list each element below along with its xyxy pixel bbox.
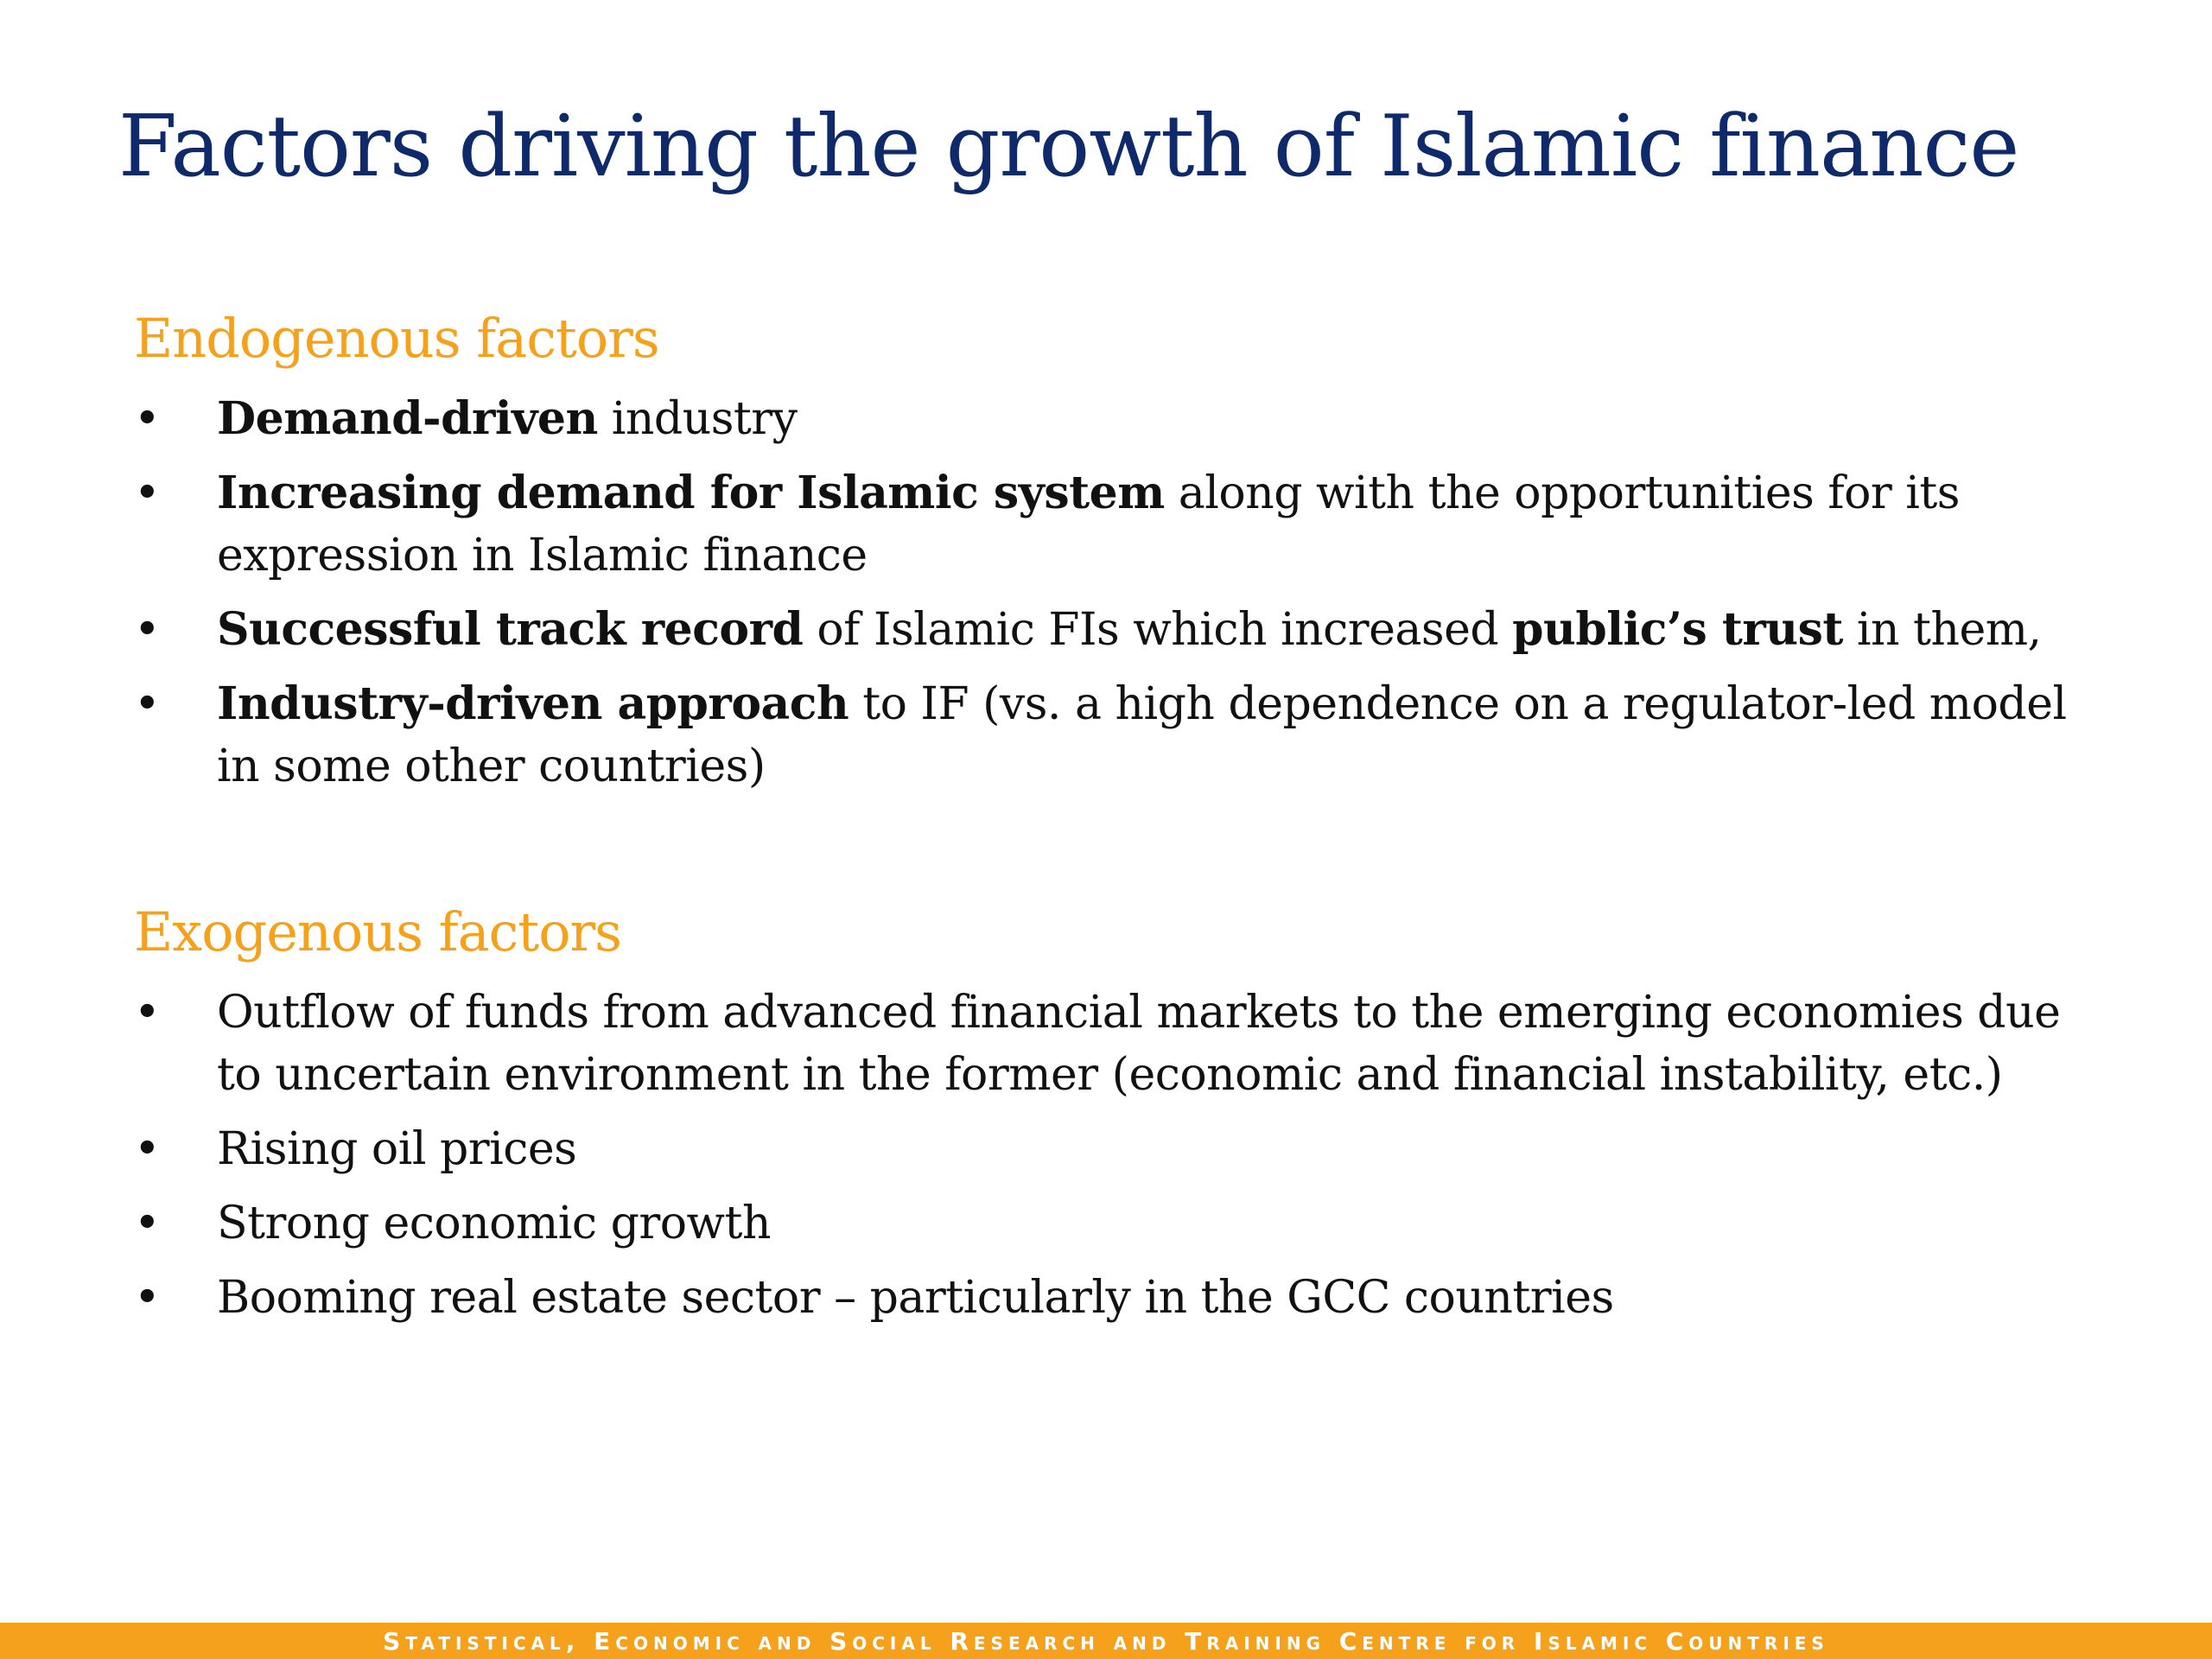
item-text: along with the opportunities for its expression in Islamic finance (217, 467, 1960, 582)
bullet-icon: • (134, 987, 161, 1039)
exogenous-heading: Exogenous factors (134, 900, 621, 963)
bullet-icon: • (134, 1272, 161, 1325)
list-item (134, 599, 2087, 661)
list-item (134, 673, 2087, 798)
bullet-icon: • (134, 678, 161, 731)
item-text: to IF (vs. a high dependence on a regulator-led model in some other countries) (217, 678, 2067, 793)
list-item (134, 388, 2087, 450)
item-text: Outflow of funds from advanced financial markets to the emerging economies due to uncertain environment in the former (economic and financial instability, etc.) (217, 987, 2061, 1102)
list-item (134, 462, 2087, 587)
item-text: Rising oil prices (217, 1123, 577, 1176)
bold-text: Industry-driven approach (217, 677, 849, 731)
list-item (134, 1118, 2087, 1180)
list-item (134, 1192, 2087, 1255)
item-text: industry (597, 393, 798, 446)
bullet-icon: • (134, 1198, 161, 1250)
bullet-icon: • (134, 1123, 161, 1176)
bullet-icon: • (134, 467, 161, 520)
list-item (134, 1267, 2087, 1329)
bold-text: Demand-driven (217, 392, 598, 446)
item-text: Booming real estate sector – particularly in the GCC countries (217, 1272, 1614, 1325)
endogenous-list (134, 388, 2087, 798)
endogenous-heading: Endogenous factors (134, 307, 659, 370)
item-text: in them, (1842, 604, 2042, 657)
bullet-icon: • (134, 604, 161, 657)
exogenous-list (134, 982, 2087, 1329)
exogenous-section (134, 900, 2087, 1341)
footer-bar (0, 1623, 2212, 1659)
bold-text: public’s trust (1512, 603, 1843, 657)
bullet-icon: • (134, 393, 161, 446)
item-text: of Islamic FIs which increased (803, 604, 1513, 657)
list-item (134, 982, 2087, 1106)
slide-title: Factors driving the growth of Islamic finance (118, 98, 2019, 196)
endogenous-section (134, 307, 2087, 810)
item-text: Strong economic growth (217, 1198, 771, 1250)
bold-text: Increasing demand for Islamic system (217, 467, 1165, 520)
footer-text: Statistical, Economic and Social Research and Training Centre for Islamic Countries (383, 1626, 1829, 1656)
bold-text: Successful track record (217, 603, 804, 657)
